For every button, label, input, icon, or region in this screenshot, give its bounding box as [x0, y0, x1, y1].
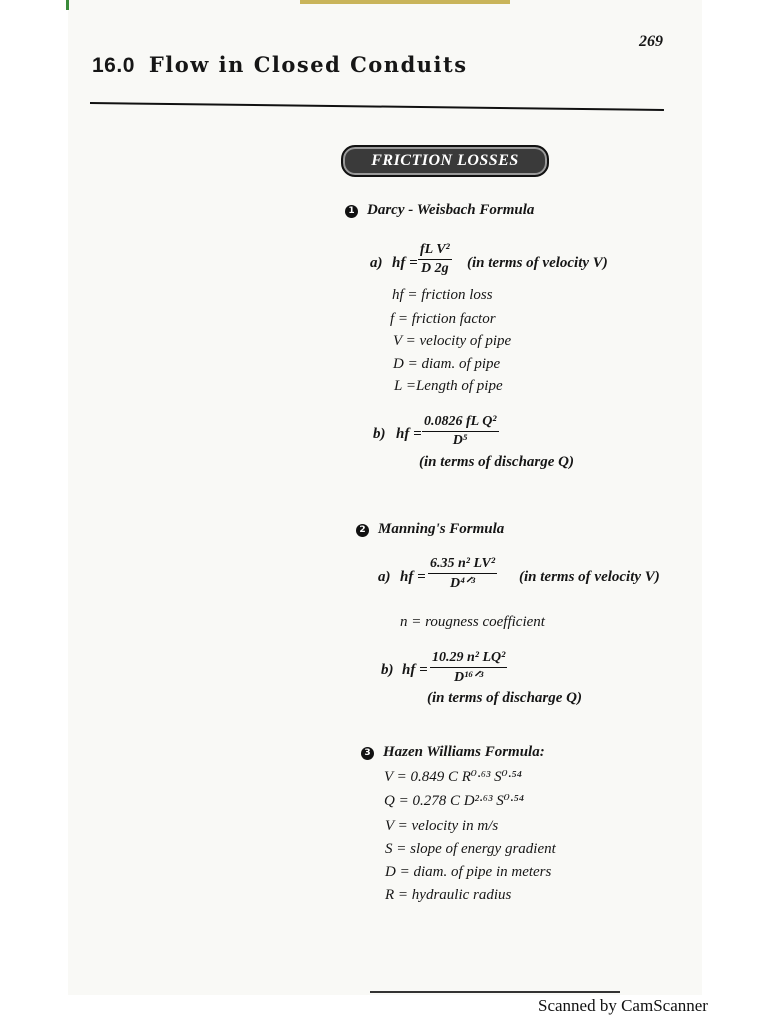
- hazen-def-d: D = diam. of pipe in meters: [385, 864, 552, 880]
- hazen-title: Hazen Williams Formula:: [383, 744, 545, 760]
- darcy-b-fraction: [422, 414, 499, 449]
- darcy-b-numerator: 0.0826 fL Q²: [422, 414, 499, 432]
- manning-b-numerator: 10.29 n² LQ²: [430, 650, 507, 668]
- manning-a-denominator: D⁴ᐟ³: [449, 576, 476, 591]
- chapter-heading: [92, 52, 468, 78]
- hazen-def-r: R = hydraulic radius: [385, 887, 512, 903]
- manning-a-label: a): [378, 569, 391, 585]
- scanner-watermark: Scanned by CamScanner: [538, 996, 708, 1015]
- darcy-def-d: D = diam. of pipe: [393, 356, 501, 372]
- manning-b-note: (in terms of discharge Q): [427, 690, 582, 706]
- hazen-def-v: V = velocity in m/s: [385, 818, 499, 834]
- darcy-a-fraction: [418, 242, 452, 277]
- manning-a-fraction: [428, 556, 497, 592]
- darcy-a-label: a): [370, 255, 383, 271]
- darcy-def-l: L =Length of pipe: [394, 378, 503, 394]
- top-color-strip: [300, 0, 510, 4]
- darcy-def-v: V = velocity of pipe: [393, 333, 512, 349]
- manning-a-numerator: 6.35 n² LV²: [428, 556, 497, 574]
- hazen-velocity-eq: V = 0.849 C R⁰·⁶³ S⁰·⁵⁴: [384, 769, 522, 785]
- bullet-2-icon: 2: [356, 524, 369, 537]
- darcy-b-note: (in terms of discharge Q): [419, 454, 574, 470]
- page-number: 269: [639, 33, 663, 50]
- hazen-discharge-eq: Q = 0.278 C D²·⁶³ S⁰·⁵⁴: [384, 793, 524, 809]
- chapter-title: Flow in Closed Conduits: [148, 52, 468, 77]
- section-title: FRICTION LOSSES: [371, 152, 519, 169]
- darcy-def-f: f = friction factor: [390, 311, 496, 327]
- darcy-a-hf: hf =: [392, 255, 418, 271]
- darcy-a-note: (in terms of velocity V): [467, 255, 608, 271]
- manning-title: Manning's Formula: [378, 521, 505, 537]
- manning-b-fraction: [430, 650, 507, 686]
- darcy-b-hf: hf =: [396, 426, 422, 442]
- darcy-a-numerator: fL V²: [418, 242, 452, 260]
- chapter-number: 16.0: [92, 54, 135, 77]
- hazen-heading: [361, 744, 545, 761]
- page-edge-mark: [66, 0, 69, 10]
- bottom-rule: [370, 991, 620, 993]
- hazen-def-s: S = slope of energy gradient: [385, 841, 556, 857]
- darcy-b-denominator: D⁵: [452, 433, 468, 448]
- manning-a-hf: hf =: [400, 569, 426, 585]
- manning-b-label: b): [381, 662, 394, 678]
- darcy-def-hf: hf = friction loss: [392, 287, 493, 303]
- manning-n-def: n = rougness coefficient: [400, 614, 545, 630]
- bullet-1-icon: 1: [345, 205, 358, 218]
- manning-a-note: (in terms of velocity V): [519, 569, 660, 585]
- manning-b-hf: hf =: [402, 662, 428, 678]
- darcy-a-denominator: D 2g: [421, 261, 449, 276]
- manning-heading: [356, 521, 504, 538]
- bullet-3-icon: 3: [361, 747, 374, 760]
- manning-b-denominator: D¹⁶ᐟ³: [454, 670, 484, 685]
- darcy-b-label: b): [373, 426, 386, 442]
- darcy-heading: [345, 202, 534, 219]
- section-title-badge: [341, 145, 549, 177]
- darcy-title: Darcy - Weisbach Formula: [367, 202, 535, 218]
